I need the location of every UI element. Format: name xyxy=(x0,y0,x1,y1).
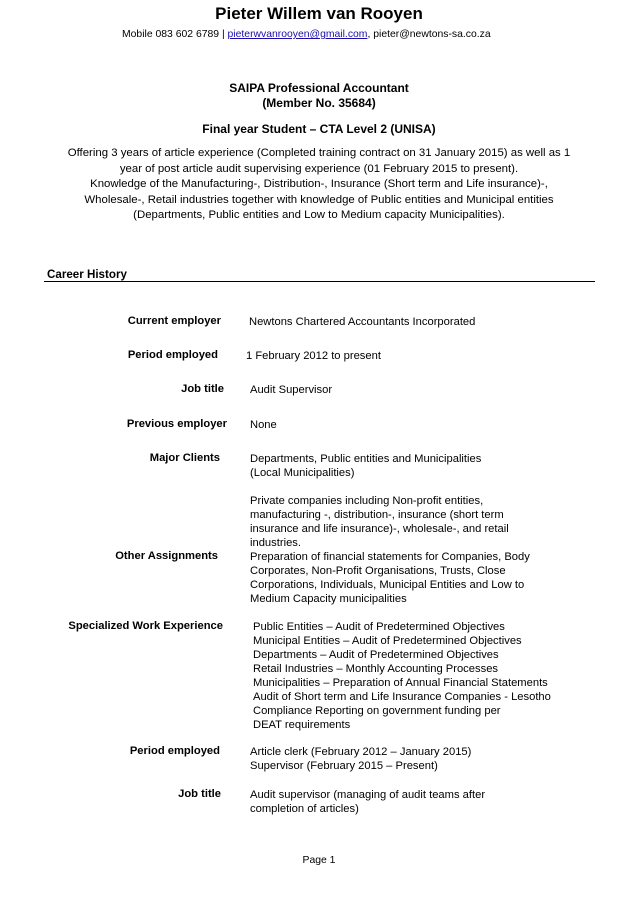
page-number: Page 1 xyxy=(302,855,336,866)
period-employed-line: Article clerk (February 2012 – January 2015) xyxy=(250,746,472,758)
period-employed-line: Supervisor (February 2015 – Present) xyxy=(250,760,438,772)
current-employer-value: Newtons Chartered Accountants Incorporated xyxy=(249,316,476,328)
major-clients-line: manufacturing -, distribution-, insurance (short term xyxy=(250,509,504,521)
section-title-career-history: Career History xyxy=(47,268,127,281)
other-assignments-line: Corporations, Individuals, Municipal Entities and Low to xyxy=(250,579,525,591)
major-clients-line: Private companies including Non-profit entities, xyxy=(250,495,484,507)
designation: SAIPA Professional Accountant xyxy=(229,81,409,95)
student-status: Final year Student – CTA Level 2 (UNISA) xyxy=(202,122,436,136)
major-clients-line: Departments, Public entities and Municipalities xyxy=(250,453,482,465)
specialized-work-line: Retail Industries – Monthly Accounting Processes xyxy=(253,663,499,675)
contact-line xyxy=(122,29,491,40)
previous-employer-label: Previous employer xyxy=(126,418,227,430)
other-assignments-line: Corporates, Non-Profit Organisations, Trusts, Close xyxy=(250,565,506,577)
job-title-line: Audit supervisor (managing of audit teams after xyxy=(250,789,486,801)
job-title-line: completion of articles) xyxy=(250,803,359,815)
summary-line: Offering 3 years of article experience (Completed training contract on 31 January 2015) as well as 1 xyxy=(67,147,571,159)
job-title-value: Audit Supervisor xyxy=(250,384,333,396)
summary-line: Wholesale-, Retail industries together with knowledge of Public entities and Municipal entities xyxy=(84,193,554,206)
job-title-detail-label: Job title xyxy=(178,788,221,800)
job-title-label: Job title xyxy=(181,383,224,395)
previous-employer-value: None xyxy=(250,419,277,431)
summary-line: (Departments, Public entities and Low to Medium capacity Municipalities). xyxy=(133,209,505,221)
major-clients-label: Major Clients xyxy=(149,452,220,464)
mobile-number: Mobile 083 602 6789 | xyxy=(122,29,228,40)
period-employed-detail-label: Period employed xyxy=(129,745,220,757)
major-clients-line: (Local Municipalities) xyxy=(250,467,355,479)
specialized-work-line: Municipalities – Preparation of Annual Financial Statements xyxy=(253,677,548,689)
other-assignments-label: Other Assignments xyxy=(115,550,218,562)
applicant-name: Pieter Willem van Rooyen xyxy=(215,4,423,23)
specialized-work-value xyxy=(253,620,551,732)
work-email: , pieter@newtons-sa.co.za xyxy=(367,29,491,40)
section-divider xyxy=(44,281,595,282)
other-assignments-line: Medium Capacity municipalities xyxy=(250,593,407,605)
specialized-work-label: Specialized Work Experience xyxy=(68,620,223,632)
period-employed-detail-value xyxy=(250,745,471,773)
specialized-work-line: Compliance Reporting on government funding per xyxy=(253,705,501,717)
period-employed-label: Period employed xyxy=(127,349,218,361)
summary-line: year of post article audit supervising experience (01 February 2015 to present). xyxy=(119,162,519,175)
specialized-work-line: Departments – Audit of Predetermined Objectives xyxy=(253,649,499,661)
specialized-work-line: DEAT requirements xyxy=(253,719,351,731)
summary-line: Knowledge of the Manufacturing-, Distribution-, Insurance (Short term and Life insurance)-, xyxy=(90,178,548,190)
major-clients-value xyxy=(250,452,509,550)
email-link[interactable]: pieterwvanrooyen@gmail.com xyxy=(227,29,368,40)
other-assignments-value xyxy=(250,550,530,606)
specialized-work-line: Audit of Short term and Life Insurance Companies - Lesotho xyxy=(253,691,551,703)
other-assignments-line: Preparation of financial statements for Companies, Body xyxy=(250,551,530,563)
member-number: (Member No. 35684) xyxy=(262,96,376,110)
job-title-detail-value xyxy=(250,788,485,816)
major-clients-line: industries. xyxy=(250,537,301,549)
specialized-work-line: Public Entities – Audit of Predetermined Objectives xyxy=(253,621,505,633)
profile-summary xyxy=(30,146,608,224)
current-employer-label: Current employer xyxy=(127,315,221,327)
major-clients-line: insurance and life insurance)-, wholesale-, and retail xyxy=(250,523,509,535)
specialized-work-line: Municipal Entities – Audit of Predetermined Objectives xyxy=(253,635,522,647)
period-employed-value: 1 February 2012 to present xyxy=(246,350,381,362)
